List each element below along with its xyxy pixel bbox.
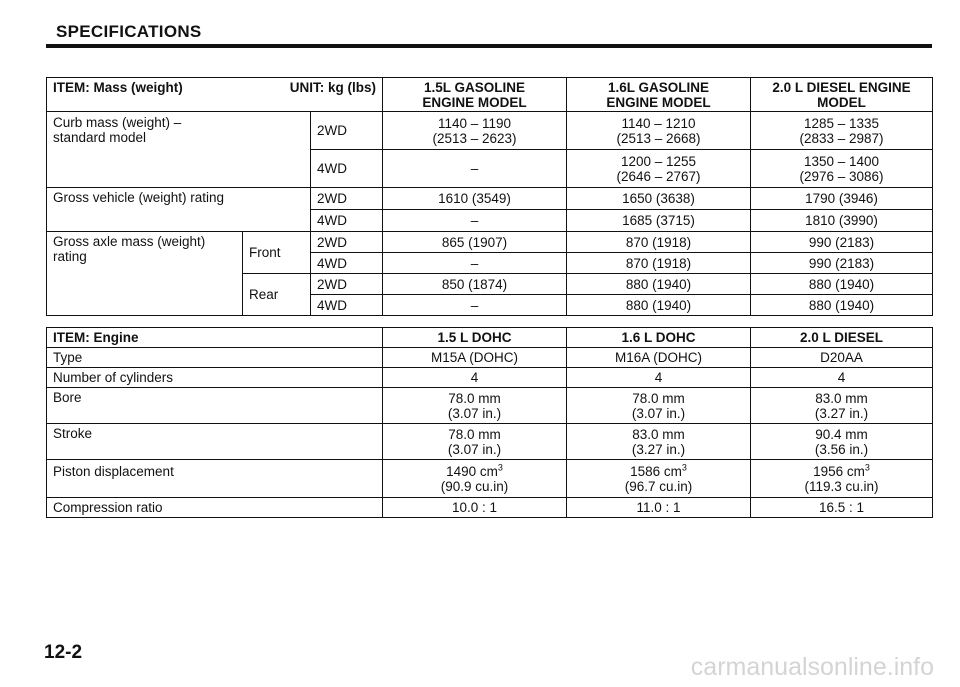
front-4wd-15l: –	[383, 253, 567, 274]
curb-2wd-16l: 1140 – 1210 (2513 – 2668)	[567, 112, 751, 150]
rear-4wd-15l: –	[383, 295, 567, 316]
front-2wd-16l: 870 (1918)	[567, 232, 751, 253]
drive-2wd-label: 2WD	[311, 274, 383, 295]
page-number: 12-2	[44, 642, 83, 663]
engine-row-compression	[47, 498, 933, 518]
curb-mass-label: Curb mass (weight) – standard model	[47, 112, 311, 188]
rear-2wd-16l: 880 (1940)	[567, 274, 751, 295]
mass-item-label: ITEM: Mass (weight)	[53, 80, 183, 95]
row-label-bore: Bore	[47, 388, 383, 424]
cylinders-20: 4	[751, 368, 933, 388]
front-4wd-16l: 870 (1918)	[567, 253, 751, 274]
bore-15: 78.0 mm (3.07 in.)	[383, 388, 567, 424]
displacement-16: 1586 $cm^3$ (96.7 cu.in)	[567, 460, 751, 498]
mass-spec-table	[46, 77, 933, 316]
gvw-4wd-20l: 1810 (3990)	[751, 210, 933, 232]
front-2wd-row	[47, 232, 933, 253]
engine-row-bore	[47, 388, 933, 424]
front-label: Front	[243, 232, 311, 274]
gvw-4wd-16l: 1685 (3715)	[567, 210, 751, 232]
drive-4wd-label: 4WD	[311, 210, 383, 232]
curb-4wd-20l: 1350 – 1400 (2976 – 3086)	[751, 150, 933, 188]
drive-4wd-label: 4WD	[311, 150, 383, 188]
row-label-compression: Compression ratio	[47, 498, 383, 518]
front-4wd-20l: 990 (2183)	[751, 253, 933, 274]
displacement-20: 1956 $cm^3$ (119.3 cu.in)	[751, 460, 933, 498]
gvw-4wd-15l: –	[383, 210, 567, 232]
mass-header-row	[47, 78, 933, 112]
stroke-16: 83.0 mm (3.27 in.)	[567, 424, 751, 460]
type-15: M15A (DOHC)	[383, 348, 567, 368]
rear-2wd-20l: 880 (1940)	[751, 274, 933, 295]
engine-header-row	[47, 328, 933, 348]
gvw-2wd-row	[47, 188, 933, 210]
stroke-20: 90.4 mm (3.56 in.)	[751, 424, 933, 460]
curb-2wd-15l: 1140 – 1190 (2513 – 2623)	[383, 112, 567, 150]
rear-4wd-16l: 880 (1940)	[567, 295, 751, 316]
front-2wd-15l: 865 (1907)	[383, 232, 567, 253]
stroke-15: 78.0 mm (3.07 in.)	[383, 424, 567, 460]
type-20: D20AA	[751, 348, 933, 368]
drive-4wd-label: 4WD	[311, 253, 383, 274]
drive-2wd-label: 2WD	[311, 112, 383, 150]
rear-label: Rear	[243, 274, 311, 316]
col-header-20l: 2.0 L DIESEL ENGINE MODEL	[751, 78, 933, 112]
rear-4wd-20l: 880 (1940)	[751, 295, 933, 316]
row-label-displacement: Piston displacement	[47, 460, 383, 498]
type-16: M16A (DOHC)	[567, 348, 751, 368]
curb-2wd-20l: 1285 – 1335 (2833 – 2987)	[751, 112, 933, 150]
col-header-16-dohc: 1.6 L DOHC	[567, 328, 751, 348]
row-label-type: Type	[47, 348, 383, 368]
rear-2wd-15l: 850 (1874)	[383, 274, 567, 295]
compression-20: 16.5 : 1	[751, 498, 933, 518]
bore-20: 83.0 mm (3.27 in.)	[751, 388, 933, 424]
engine-row-displacement	[47, 460, 933, 498]
col-header-20-diesel: 2.0 L DIESEL	[751, 328, 933, 348]
cylinders-16: 4	[567, 368, 751, 388]
row-label-cylinders: Number of cylinders	[47, 368, 383, 388]
curb-4wd-15l: –	[383, 150, 567, 188]
drive-2wd-label: 2WD	[311, 188, 383, 210]
drive-2wd-label: 2WD	[311, 232, 383, 253]
col-header-15-dohc: 1.5 L DOHC	[383, 328, 567, 348]
mass-item-header	[47, 78, 383, 112]
gross-axle-label: Gross axle mass (weight) rating	[47, 232, 243, 316]
row-label-stroke: Stroke	[47, 424, 383, 460]
engine-row-type	[47, 348, 933, 368]
curb-2wd-row	[47, 112, 933, 150]
gvw-2wd-15l: 1610 (3549)	[383, 188, 567, 210]
page-title: SPECIFICATIONS	[56, 22, 202, 41]
watermark: carmanualsonline.info	[690, 653, 934, 681]
drive-4wd-label: 4WD	[311, 295, 383, 316]
gvw-2wd-16l: 1650 (3638)	[567, 188, 751, 210]
curb-4wd-16l: 1200 – 1255 (2646 – 2767)	[567, 150, 751, 188]
col-header-16l: 1.6L GASOLINE ENGINE MODEL	[567, 78, 751, 112]
bore-16: 78.0 mm (3.07 in.)	[567, 388, 751, 424]
col-header-15l: 1.5L GASOLINE ENGINE MODEL	[383, 78, 567, 112]
displacement-15: 1490 $cm^3$ (90.9 cu.in)	[383, 460, 567, 498]
gvw-label: Gross vehicle (weight) rating	[47, 188, 311, 232]
compression-16: 11.0 : 1	[567, 498, 751, 518]
cylinders-15: 4	[383, 368, 567, 388]
engine-item-label: ITEM: Engine	[47, 328, 383, 348]
mass-unit-label: UNIT: kg (lbs)	[289, 80, 377, 95]
engine-row-cylinders	[47, 368, 933, 388]
front-2wd-20l: 990 (2183)	[751, 232, 933, 253]
engine-spec-table	[46, 327, 933, 518]
title-rule	[46, 44, 932, 48]
gvw-2wd-20l: 1790 (3946)	[751, 188, 933, 210]
compression-15: 10.0 : 1	[383, 498, 567, 518]
engine-row-stroke	[47, 424, 933, 460]
